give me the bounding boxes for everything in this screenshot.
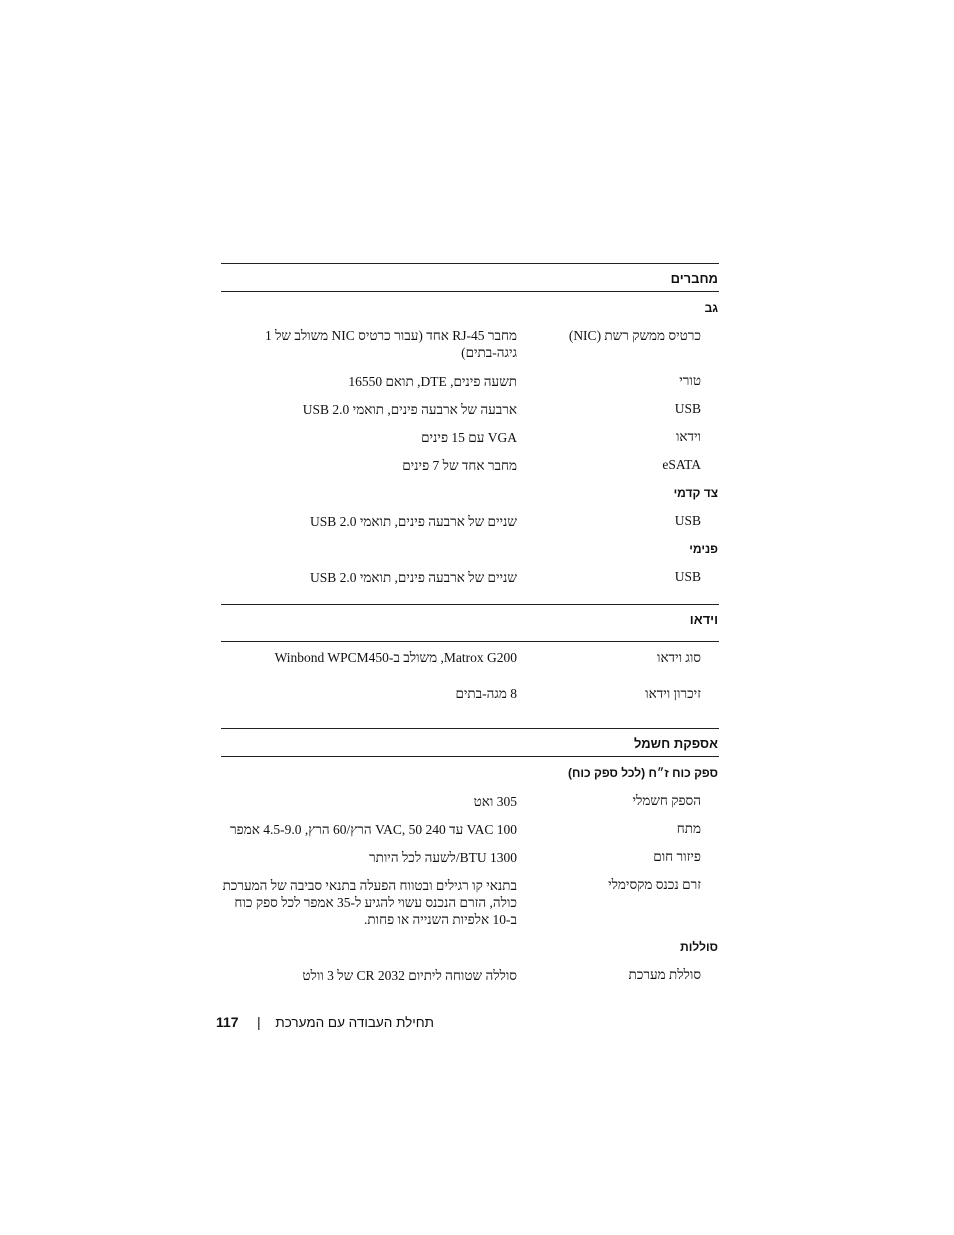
rule: [221, 728, 719, 729]
rule: [221, 641, 719, 642]
row-label-usb-internal: USB: [674, 569, 701, 584]
row-value-nic: מחבר RJ-45 אחד (עבור כרטיס NIC משולב של 1 גיגה-בתים): [264, 328, 517, 360]
row-value-video-memory: 8 מגה-בתים: [455, 686, 517, 701]
row-value-heat-dissipation: 1300 BTU/לשעה לכל היותר: [368, 850, 517, 865]
row-value-inrush-current: בתנאי קו רגילים ובטווח הפעלה בתנאי סביבה של המערכת כולה, הזרם הנכנס עשוי להגיע ל-35 אמפר לכל ספק כוח ב-10 אלפיות השנייה או פחות.: [222, 878, 517, 927]
row-label-video-connector: וידאו: [675, 429, 701, 444]
page-number: 117: [216, 1014, 239, 1030]
row-label-voltage: מתח: [676, 821, 701, 836]
row-value-voltage: 100 VAC עד 240 VAC, 50 הרץ/60 הרץ, 4.5-9.0 אמפר: [230, 822, 517, 837]
row-label-usb-back: USB: [674, 401, 701, 416]
row-label-wattage: הספק חשמלי: [632, 793, 701, 808]
row-value-video-connector: VGA עם 15 פינים: [421, 430, 517, 445]
section-title-video: וידאו: [689, 612, 718, 627]
row-value-video-type: Matrox G200, משולב ב-Winbond WPCM450: [274, 650, 517, 665]
row-value-usb-internal: שניים של ארבעה פינים, תואמי USB 2.0: [309, 570, 517, 585]
subsection-title-batteries: סוללות: [680, 940, 718, 954]
row-label-video-type: סוג וידאו: [656, 650, 701, 665]
row-value-usb-back: ארבעה של ארבעה פינים, תואמי USB 2.0: [302, 402, 517, 417]
rule: [221, 604, 719, 605]
footer-separator: |: [257, 1014, 261, 1030]
subsection-title-back: גב: [704, 301, 718, 315]
section-title-connectors: מחברים: [670, 271, 718, 286]
row-value-usb-side: שניים של ארבעה פינים, תואמי USB 2.0: [309, 514, 517, 529]
row-value-wattage: 305 ואט: [473, 794, 517, 809]
row-label-nic: כרטיס ממשק רשת (NIC): [568, 328, 701, 343]
row-label-inrush-current: זרם נכנס מקסימלי: [608, 877, 701, 892]
rule: [221, 291, 719, 292]
section-title-power: אספקת חשמל: [633, 736, 718, 751]
row-label-esata: eSATA: [662, 457, 701, 472]
running-title: תחילת העבודה עם המערכת: [275, 1015, 434, 1030]
rule: [221, 756, 719, 757]
row-label-video-memory: זיכרון וידאו: [645, 686, 701, 701]
row-label-usb-side: USB: [674, 513, 701, 528]
row-label-heat-dissipation: פיזור חום: [653, 849, 701, 864]
subsection-title-side: צד קדמי: [673, 486, 718, 500]
row-label-serial: טורי: [679, 373, 701, 388]
row-value-esata: מחבר אחד של 7 פינים: [402, 458, 517, 473]
row-label-system-battery: סוללת מערכת: [628, 967, 701, 982]
row-value-system-battery: סוללה שטוחה ליתיום CR 2032 של 3 וולט: [302, 968, 517, 983]
row-value-serial: תשעה פינים, DTE, תואם 16550: [348, 374, 517, 389]
subsection-title-dc-power: ספק כוח ז״ח (לכל ספק כוח): [568, 766, 718, 780]
subsection-title-internal: פנימי: [689, 542, 718, 556]
rule-top: [221, 263, 719, 264]
